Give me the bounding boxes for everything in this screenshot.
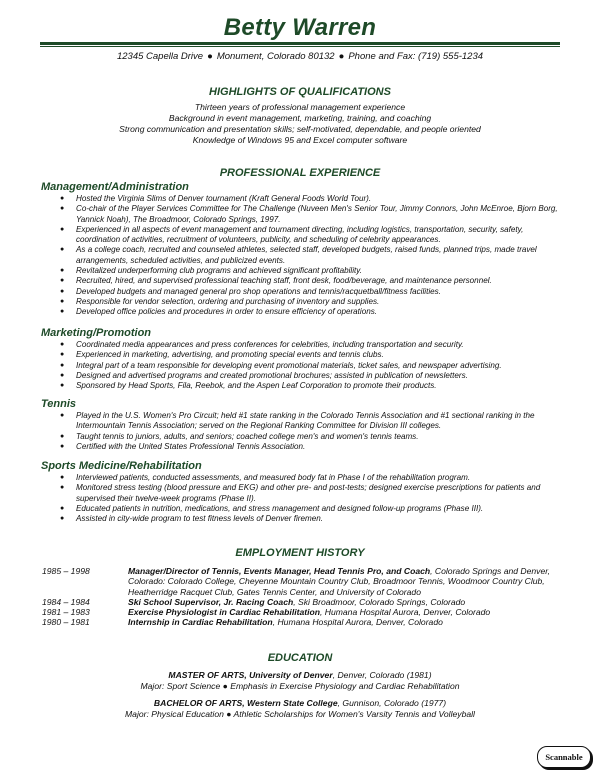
separator-bullet: ● <box>207 51 213 62</box>
list-item: ● Revitalized underperforming club programs and achieved significant profitability. <box>60 266 558 276</box>
list-item: ● Integral part of a team responsible for developing event promotional materials, ticket sales, and newspaper advertising. <box>60 361 558 371</box>
list-item: ● Assisted in city-wide program to test fitness levels of Denver firemen. <box>60 514 558 524</box>
highlight-line: Knowledge of Windows 95 and Excel computer software <box>192 135 408 145</box>
list-item: ● Sponsored by Head Sports, Fila, Reebok, and the Aspen Leaf Corporation to promote their products. <box>60 381 558 391</box>
employment-role: Exercise Physiologist in Cardiac Rehabilitation <box>128 607 320 618</box>
degree-line <box>0 670 600 681</box>
employment-row <box>42 597 562 607</box>
list-item: ● Co-chair of the Player Services Committee for The Challenge (Nuveen Men's Senior Tour, Jimmy Connors, John McEnroe, Bjorn Borg, Yannick Noah), The Broadmoor, Colorado Springs, 1997. <box>60 204 558 225</box>
employment-row <box>42 566 562 597</box>
list-item: ● Recruited, hired, and supervised professional teaching staff, front desk, food/beverage, and maintenance personnel. <box>60 276 558 286</box>
employment-entry <box>128 607 562 617</box>
sports-list <box>60 473 558 524</box>
list-item: ● Developed office policies and procedures in order to ensure efficiency of operations. <box>60 307 558 317</box>
employment-role: Internship in Cardiac Rehabilitation <box>128 617 273 628</box>
list-item: ● Played in the U.S. Women's Pro Circuit; held #1 state ranking in the Colorado Tennis Association and #1 sectional ranking in the Intermountain Tennis Association; served on the Regional Ranking Committee for Division III colleges. <box>60 411 558 432</box>
education-entry-1 <box>0 670 600 692</box>
degree-detail: , Gunnison, Colorado (1977) <box>337 698 447 708</box>
list-item: ● Experienced in marketing, advertising, and promoting special events and tennis clubs. <box>60 350 558 360</box>
degree-line <box>0 698 600 709</box>
employment-entry <box>128 597 562 607</box>
list-item: ● Taught tennis to juniors, adults, and seniors; coached college men's and women's tennis teams. <box>60 432 558 442</box>
list-item: ● Educated patients in nutrition, medications, and stress management and designed follow-up programs (Phase III). <box>60 504 558 514</box>
employment-row <box>42 607 562 617</box>
highlight-line: Background in event management, marketing, training, and coaching <box>168 113 432 123</box>
highlights-list <box>0 102 600 146</box>
header-rule-thick <box>40 42 560 45</box>
employment-role: Ski School Supervisor, Jr. Racing Coach <box>128 596 294 607</box>
list-item: ● Developed budgets and managed general pro shop operations and tennis/racquetball/fitness facilities. <box>60 287 558 297</box>
contact-line <box>0 51 600 62</box>
list-item: ● Hosted the Virginia Slims of Denver tournament (Kraft General Foods World Tour). <box>60 194 558 204</box>
education-title: EDUCATION <box>267 652 333 664</box>
employment-dates: 1985 – 1998 <box>42 566 90 576</box>
employment-detail: , Colorado Springs and Denver, Colorado: Colorado College, Cheyenne Mountain Country Club, Broadmoor Tennis, Woodmoor Country Club, Heatherridge Racquet Club, Gates Tennis Center, and University of Colorado <box>128 566 551 597</box>
list-item: ● Experienced in all aspects of event management and tournament directing, including logistics, transportation, security, safety, coordination of activities, recruitment of volunteers, publicity, and scheduling of celebrity appearances. <box>60 225 558 246</box>
highlight-line: Strong communication and presentation skills; self-motivated, dependable, and people oriented <box>119 124 481 134</box>
tennis-heading: Tennis <box>41 398 77 410</box>
address: 12345 Capella Drive <box>116 51 204 62</box>
marketing-list <box>60 340 558 391</box>
employment-detail: , Humana Hospital Aurora, Denver, Colorado <box>319 607 491 618</box>
degree-note: Major: Physical Education ● Athletic Scholarships for Women's Varsity Tennis and Volleyball <box>125 709 475 719</box>
list-item: ● Responsible for vendor selection, ordering and purchasing of inventory and supplies. <box>60 297 558 307</box>
employment-entry <box>128 617 562 627</box>
sports-heading: Sports Medicine/Rehabilitation <box>41 460 202 472</box>
management-heading: Management/Administration <box>41 181 189 193</box>
employment-detail: , Humana Hospital Aurora, Denver, Colorado <box>272 617 443 628</box>
list-item: ● Certified with the United States Professional Tennis Association. <box>60 442 558 452</box>
employment-entry <box>128 566 562 597</box>
degree-name: MASTER OF ARTS, University of Denver <box>168 670 333 680</box>
experience-title: PROFESSIONAL EXPERIENCE <box>219 167 381 179</box>
employment-detail: , Ski Broadmoor, Colorado Springs, Colorado <box>293 596 466 607</box>
highlight-line: Thirteen years of professional management experience <box>194 102 406 112</box>
employment-list <box>42 566 562 628</box>
employment-dates: 1980 – 1981 <box>42 617 90 628</box>
employment-dates: 1981 – 1983 <box>42 607 90 618</box>
employment-title: EMPLOYMENT HISTORY <box>235 547 365 559</box>
marketing-heading: Marketing/Promotion <box>41 327 152 339</box>
employment-dates: 1984 – 1984 <box>42 596 90 607</box>
list-item: ● As a college coach, recruited and counseled athletes, selected staff, developed budgets, raised funds, planned trips, made travel arrangements, scheduled activities, and publicized events. <box>60 245 558 266</box>
resume-name: Betty Warren <box>223 14 377 41</box>
management-list <box>60 194 558 318</box>
degree-name: BACHELOR OF ARTS, Western State College <box>153 698 338 708</box>
header-rule-thin <box>40 46 560 47</box>
highlights-title: HIGHLIGHTS OF QUALIFICATIONS <box>209 86 391 98</box>
tennis-list <box>60 411 558 452</box>
scannable-badge: Scannable <box>537 746 591 768</box>
city: Monument, Colorado 80132 <box>216 51 335 62</box>
separator-bullet: ● <box>338 51 345 62</box>
employment-row <box>42 617 562 627</box>
list-item: ● Coordinated media appearances and press conferences for celebrities, including transportation and security. <box>60 340 558 350</box>
list-item: ● Designed and advertised programs and created promotional brochures; assisted in publication of newsletters. <box>60 371 558 381</box>
employment-role: Manager/Director of Tennis, Events Manager, Head Tennis Pro, and Coach <box>128 566 431 576</box>
list-item: ● Monitored stress testing (blood pressure and EKG) and other pre- and post-tests; designed exercise prescriptions for patients and supervised their twelve-week programs (Phase II). <box>60 483 558 504</box>
degree-detail: , Denver, Colorado (1981) <box>332 670 432 680</box>
phone: Phone and Fax: (719) 555-1234 <box>348 51 484 62</box>
list-item: ● Interviewed patients, conducted assessments, and measured body fat in Phase I of the rehabilitation program. <box>60 473 558 483</box>
degree-note: Major: Sport Science ● Emphasis in Exercise Physiology and Cardiac Rehabilitation <box>140 681 460 691</box>
education-entry-2 <box>0 698 600 720</box>
